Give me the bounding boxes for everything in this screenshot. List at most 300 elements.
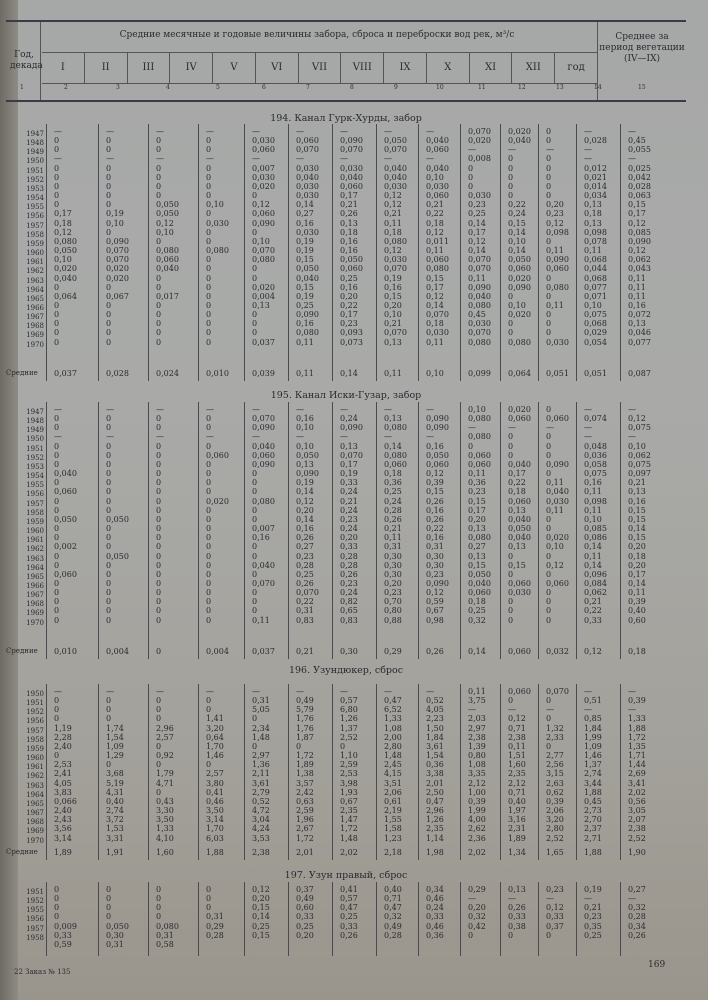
value-cell: 0,030 — [296, 181, 319, 191]
value-cell: 0,46 — [426, 894, 444, 904]
value-cell: 0,090 — [340, 423, 363, 433]
value-cell: 0,25 — [468, 209, 486, 219]
average-cell: 0,12 — [584, 647, 602, 656]
value-cell: 0,11 — [584, 505, 602, 515]
value-cell: 1,50 — [426, 723, 444, 733]
value-cell: 0,050 — [106, 551, 129, 561]
value-cell: 0,21 — [384, 209, 402, 219]
value-cell: 0,14 — [468, 246, 486, 256]
average-cell: 0,028 — [106, 369, 129, 378]
column-divider — [460, 882, 461, 956]
value-cell: 0,048 — [584, 441, 607, 451]
value-cell: 0,075 — [628, 423, 651, 433]
value-cell: 0 — [106, 282, 112, 292]
value-cell: 0,28 — [340, 560, 358, 570]
value-cell: 0,007 — [252, 163, 275, 173]
page-number: 169 — [648, 960, 666, 970]
value-cell: 0 — [252, 514, 258, 524]
value-cell: 0 — [252, 469, 258, 479]
value-cell: 0,080 — [468, 533, 491, 543]
value-cell: 0,31 — [106, 939, 124, 949]
column-number: 14 — [594, 84, 602, 91]
value-cell: 0 — [206, 478, 212, 488]
average-cell: 0,032 — [546, 647, 569, 656]
value-cell: 0 — [206, 191, 212, 201]
value-column — [468, 405, 491, 625]
value-cell: 1,32 — [546, 723, 564, 733]
value-cell: 0,47 — [340, 903, 358, 913]
column-divider — [376, 124, 377, 381]
column-divider — [198, 684, 199, 860]
year-cell: 1959 — [26, 744, 44, 753]
year-cell: 1951 — [26, 699, 44, 708]
value-cell: 0,093 — [340, 328, 363, 338]
value-cell: 0 — [468, 181, 474, 191]
value-cell: 0,064 — [54, 291, 77, 301]
value-cell: 2,11 — [252, 769, 270, 779]
value-cell: 0,25 — [384, 487, 402, 497]
value-cell: 0,16 — [252, 533, 270, 543]
value-cell: 0 — [54, 310, 60, 320]
value-cell: 0,49 — [296, 696, 314, 706]
value-cell: 0 — [106, 578, 112, 588]
value-cell: 0,18 — [508, 487, 526, 497]
year-column — [16, 408, 44, 628]
value-cell: 0,12 — [628, 414, 646, 424]
value-cell: 0,17 — [628, 569, 646, 579]
year-cell: 1958 — [26, 508, 44, 517]
value-cell: 0,25 — [252, 921, 270, 931]
value-cell: 0 — [156, 469, 162, 479]
value-cell: 0,67 — [340, 796, 358, 806]
value-cell: 3,75 — [468, 696, 486, 706]
value-cell: 0,068 — [584, 255, 607, 265]
value-cell: 0,24 — [384, 496, 402, 506]
value-cell: 0,64 — [206, 732, 224, 742]
column-divider — [244, 684, 245, 860]
value-cell: — — [508, 705, 516, 715]
value-cell: 0 — [156, 885, 162, 894]
value-cell: 0,13 — [468, 551, 486, 561]
value-cell: 0,31 — [156, 930, 174, 940]
value-cell: 4,31 — [106, 787, 124, 797]
value-cell: 0 — [206, 227, 212, 237]
value-cell: 0,040 — [426, 163, 449, 173]
value-cell: 6,80 — [340, 705, 358, 715]
value-cell: — — [340, 405, 348, 414]
column-divider — [46, 402, 47, 659]
value-cell: 1,48 — [340, 833, 358, 843]
value-cell: 0,098 — [546, 227, 569, 237]
value-column — [252, 885, 270, 940]
value-cell: 0 — [106, 459, 112, 469]
value-cell: 0 — [106, 885, 112, 894]
value-cell: 0,19 — [384, 273, 402, 283]
value-cell: 1,47 — [340, 815, 358, 825]
year-cell: 1951 — [26, 888, 44, 896]
value-cell: 3,51 — [384, 778, 402, 788]
value-cell: 0,060 — [296, 136, 319, 146]
value-cell: 2,23 — [426, 714, 444, 724]
value-cell: 1,39 — [468, 741, 486, 751]
value-cell: 0,24 — [508, 209, 526, 219]
value-cell: 0,61 — [384, 796, 402, 806]
year-cell: 1951 — [26, 166, 44, 175]
value-cell: 0,37 — [546, 921, 564, 931]
value-cell: 2,06 — [546, 806, 564, 816]
value-cell: 0,13 — [508, 885, 526, 894]
value-cell: 0,25 — [340, 912, 358, 922]
column-number: 12 — [518, 84, 526, 91]
value-cell: 0 — [156, 450, 162, 460]
value-cell: 0 — [546, 696, 552, 706]
value-cell: — — [426, 154, 434, 164]
value-column — [468, 127, 491, 347]
value-cell: 0,24 — [340, 524, 358, 534]
value-cell: 0 — [508, 615, 514, 625]
value-cell: 0 — [156, 136, 162, 146]
value-cell: 0,070 — [340, 450, 363, 460]
value-cell: 0,040 — [252, 560, 275, 570]
value-cell: 0,80 — [384, 606, 402, 616]
value-cell: 0,30 — [426, 560, 444, 570]
value-cell: 0 — [106, 300, 112, 310]
value-cell: 0,59 — [426, 597, 444, 607]
average-cell: 0,18 — [628, 647, 646, 656]
value-cell: 0 — [468, 163, 474, 173]
value-cell: 0 — [546, 714, 552, 724]
value-cell: 0,028 — [584, 136, 607, 146]
value-cell: 0 — [156, 414, 162, 424]
value-cell: 0,060 — [546, 578, 569, 588]
column-divider — [376, 684, 377, 860]
value-cell: 0,11 — [546, 246, 564, 256]
value-cell: 0,060 — [156, 255, 179, 265]
value-cell: 2,59 — [340, 760, 358, 770]
value-cell: 2,12 — [508, 778, 526, 788]
value-cell: 0,18 — [426, 319, 444, 329]
value-cell: 0,060 — [54, 569, 77, 579]
value-cell: 0,21 — [340, 200, 358, 210]
value-cell: 2,35 — [340, 806, 358, 816]
year-cell: 1955 — [26, 203, 44, 212]
value-cell: 0,32 — [628, 903, 646, 913]
value-cell: 0 — [106, 337, 112, 347]
value-cell: 0 — [54, 505, 60, 515]
value-cell: 0 — [156, 423, 162, 433]
month-header: IV — [170, 53, 213, 83]
value-cell: 0,23 — [384, 588, 402, 598]
average-cell: 2,38 — [252, 848, 270, 857]
column-number: 9 — [394, 84, 398, 91]
value-column — [628, 405, 651, 625]
value-cell: 0 — [106, 172, 112, 182]
value-cell: 0 — [106, 615, 112, 625]
value-cell: 0,080 — [384, 423, 407, 433]
value-cell: 0,098 — [584, 227, 607, 237]
value-cell: 2,57 — [156, 732, 174, 742]
value-cell: 0 — [156, 714, 162, 724]
value-cell: 0,25 — [340, 273, 358, 283]
value-cell: 0 — [252, 741, 258, 751]
value-cell: 0,17 — [628, 209, 646, 219]
value-cell: 0,92 — [156, 751, 174, 761]
value-cell: 0,055 — [628, 145, 651, 155]
value-cell: 0 — [206, 163, 212, 173]
year-cell: 1958 — [26, 735, 44, 744]
value-cell: 0,33 — [340, 921, 358, 931]
value-cell: 0 — [54, 903, 60, 913]
value-cell: 0,074 — [584, 414, 607, 424]
value-cell: 0 — [106, 597, 112, 607]
averages-label: Средние — [6, 647, 38, 655]
value-cell: — — [106, 405, 114, 414]
value-cell: 0,068 — [584, 319, 607, 329]
value-cell: 0,12 — [252, 885, 270, 894]
value-cell: 0 — [508, 181, 514, 191]
value-cell: 0 — [546, 450, 552, 460]
value-cell: 0,88 — [384, 615, 402, 625]
year-cell: 1960 — [26, 249, 44, 258]
column-divider — [538, 402, 539, 659]
value-cell: 0,16 — [296, 414, 314, 424]
value-cell: 0,14 — [468, 218, 486, 228]
value-cell: 1,36 — [252, 760, 270, 770]
value-cell: — — [54, 127, 62, 136]
value-cell: — — [508, 894, 516, 904]
value-cell: 0,070 — [252, 414, 275, 424]
value-cell: 0 — [54, 615, 60, 625]
value-cell: 0,090 — [426, 414, 449, 424]
average-cell: 0,051 — [584, 369, 607, 378]
value-cell: 0,066 — [54, 796, 77, 806]
value-cell: — — [628, 894, 636, 904]
value-cell: 0 — [106, 319, 112, 329]
value-cell: — — [468, 423, 476, 433]
value-cell: 0 — [54, 423, 60, 433]
value-cell: 0,070 — [546, 687, 569, 696]
value-cell: 0,060 — [468, 450, 491, 460]
value-cell: 0,060 — [384, 459, 407, 469]
value-column — [584, 405, 607, 625]
value-cell: 0,10 — [628, 441, 646, 451]
column-divider — [148, 684, 149, 860]
value-cell: 0 — [206, 542, 212, 552]
value-cell: 4,00 — [468, 815, 486, 825]
value-cell: 0,17 — [54, 209, 72, 219]
value-cell: 0 — [156, 191, 162, 201]
value-cell: 0 — [206, 145, 212, 155]
value-cell: 0,072 — [628, 310, 651, 320]
value-cell: 0 — [106, 505, 112, 515]
value-cell: 0,27 — [296, 209, 314, 219]
average-cell: 0,024 — [156, 369, 179, 378]
value-column — [628, 127, 651, 347]
value-cell: — — [546, 145, 554, 155]
value-cell: 0,10 — [426, 172, 444, 182]
value-cell: 0,090 — [252, 423, 275, 433]
value-cell: 1,09 — [584, 741, 602, 751]
value-cell: 0,020 — [508, 273, 531, 283]
value-cell: 0,23 — [340, 514, 358, 524]
value-cell: 0,82 — [340, 597, 358, 607]
value-cell: 0,30 — [426, 551, 444, 561]
value-cell: 0,17 — [468, 505, 486, 515]
value-cell: 0 — [54, 145, 60, 155]
value-cell: 0,14 — [252, 912, 270, 922]
value-cell: 0,25 — [296, 569, 314, 579]
value-cell: 0 — [106, 588, 112, 598]
column-divider — [288, 124, 289, 381]
value-cell: 0 — [54, 588, 60, 598]
value-cell: 0 — [546, 319, 552, 329]
value-cell: 0,62 — [546, 787, 564, 797]
value-column — [628, 687, 646, 843]
value-cell: 1,60 — [508, 760, 526, 770]
value-cell: 0,17 — [426, 282, 444, 292]
value-cell: 0 — [546, 154, 552, 164]
column-divider — [46, 124, 47, 381]
value-cell: 0,040 — [468, 578, 491, 588]
value-cell: 0,13 — [384, 414, 402, 424]
value-cell: 0,080 — [384, 450, 407, 460]
value-cell: 0,11 — [384, 218, 402, 228]
value-cell: 1,88 — [628, 723, 646, 733]
value-cell: 3,50 — [206, 806, 224, 816]
year-cell: 1970 — [26, 836, 44, 845]
value-cell: 0 — [252, 191, 258, 201]
value-cell: 1,00 — [468, 787, 486, 797]
column-number: 1 — [20, 84, 24, 91]
value-cell: 0 — [106, 310, 112, 320]
value-cell: 0 — [54, 578, 60, 588]
value-cell: — — [584, 145, 592, 155]
value-cell: 0,080 — [546, 282, 569, 292]
year-cell: 1957 — [26, 924, 44, 933]
value-cell: 0,036 — [584, 450, 607, 460]
value-cell: 0,52 — [252, 796, 270, 806]
value-cell: 2,34 — [252, 723, 270, 733]
value-cell: 2,97 — [252, 751, 270, 761]
value-cell: 0 — [106, 227, 112, 237]
value-cell: 0,070 — [468, 264, 491, 274]
value-cell: 0,19 — [340, 469, 358, 479]
value-cell: 0,090 — [546, 459, 569, 469]
value-cell: 0,080 — [468, 300, 491, 310]
value-cell: 0 — [106, 478, 112, 488]
value-cell: 0,24 — [426, 903, 444, 913]
value-column — [54, 127, 77, 347]
value-cell: 3,72 — [106, 815, 124, 825]
value-cell: 0,14 — [628, 578, 646, 588]
value-cell: 0,11 — [628, 291, 646, 301]
value-cell: 0,26 — [628, 930, 646, 940]
average-cell: 0,004 — [206, 647, 229, 656]
value-cell: 1,09 — [106, 741, 124, 751]
value-cell: 0 — [206, 505, 212, 515]
value-cell: 1,72 — [296, 833, 314, 843]
average-cell: 1,88 — [584, 848, 602, 857]
column-divider — [418, 882, 419, 956]
value-cell: 0 — [106, 145, 112, 155]
value-cell: 4,72 — [252, 806, 270, 816]
value-cell: 0,075 — [584, 469, 607, 479]
average-cell: 0,29 — [384, 647, 402, 656]
value-cell: 0,60 — [296, 903, 314, 913]
value-cell: — — [584, 423, 592, 433]
value-cell: 1,26 — [426, 815, 444, 825]
value-column — [508, 687, 531, 843]
value-cell: 2,63 — [546, 778, 564, 788]
average-cell: 0,064 — [508, 369, 531, 378]
value-cell: 2,53 — [54, 760, 72, 770]
value-cell: 0 — [206, 236, 212, 246]
value-cell: 0,10 — [508, 300, 526, 310]
value-cell: 0 — [54, 751, 60, 761]
value-cell: 0,31 — [206, 912, 224, 922]
column-divider — [376, 882, 377, 956]
value-cell: 0 — [156, 578, 162, 588]
value-cell: 2,52 — [628, 833, 646, 843]
value-cell: 0,040 — [426, 136, 449, 146]
value-cell: 0 — [106, 423, 112, 433]
value-cell: 1,54 — [106, 732, 124, 742]
value-cell: 3,14 — [206, 815, 224, 825]
value-cell: 0 — [546, 163, 552, 173]
value-cell: 0,070 — [468, 328, 491, 338]
value-cell: 0 — [54, 696, 60, 706]
value-cell: 0 — [508, 551, 514, 561]
value-cell: 0 — [546, 328, 552, 338]
value-cell: 0,18 — [584, 209, 602, 219]
value-cell: 0,23 — [546, 209, 564, 219]
value-cell: 0,70 — [384, 597, 402, 607]
value-cell: 0,050 — [106, 921, 129, 931]
value-cell: — — [156, 687, 164, 696]
value-cell: 0,030 — [296, 227, 319, 237]
section-title: 197. Узун правый, сброс — [284, 870, 408, 881]
value-cell: 0,070 — [384, 264, 407, 274]
value-column — [252, 405, 275, 625]
value-cell: 1,96 — [296, 815, 314, 825]
value-cell: 0,26 — [384, 514, 402, 524]
value-cell: 0,32 — [468, 615, 486, 625]
value-cell: 0 — [206, 273, 212, 283]
value-column — [156, 885, 179, 949]
value-cell: 0,21 — [340, 496, 358, 506]
month-header: XI — [470, 53, 513, 83]
year-cell: 1970 — [26, 340, 44, 349]
value-cell: 0 — [508, 569, 514, 579]
value-cell: 2,35 — [508, 769, 526, 779]
value-cell: 0,42 — [468, 921, 486, 931]
value-cell: 0 — [106, 469, 112, 479]
value-cell: 0,26 — [340, 930, 358, 940]
year-cell: 1966 — [26, 581, 44, 590]
value-cell: — — [628, 705, 636, 715]
value-cell: — — [468, 894, 476, 904]
value-cell: — — [106, 127, 114, 136]
value-cell: 0,11 — [468, 469, 486, 479]
value-cell: 2,35 — [426, 824, 444, 834]
value-cell: 0,41 — [340, 885, 358, 894]
value-cell: 0 — [106, 606, 112, 616]
value-cell: 0,10 — [468, 405, 486, 414]
value-cell: 0,080 — [252, 496, 275, 506]
value-cell: 3,61 — [252, 778, 270, 788]
value-cell: 0,15 — [628, 514, 646, 524]
value-cell: 0,33 — [584, 615, 602, 625]
